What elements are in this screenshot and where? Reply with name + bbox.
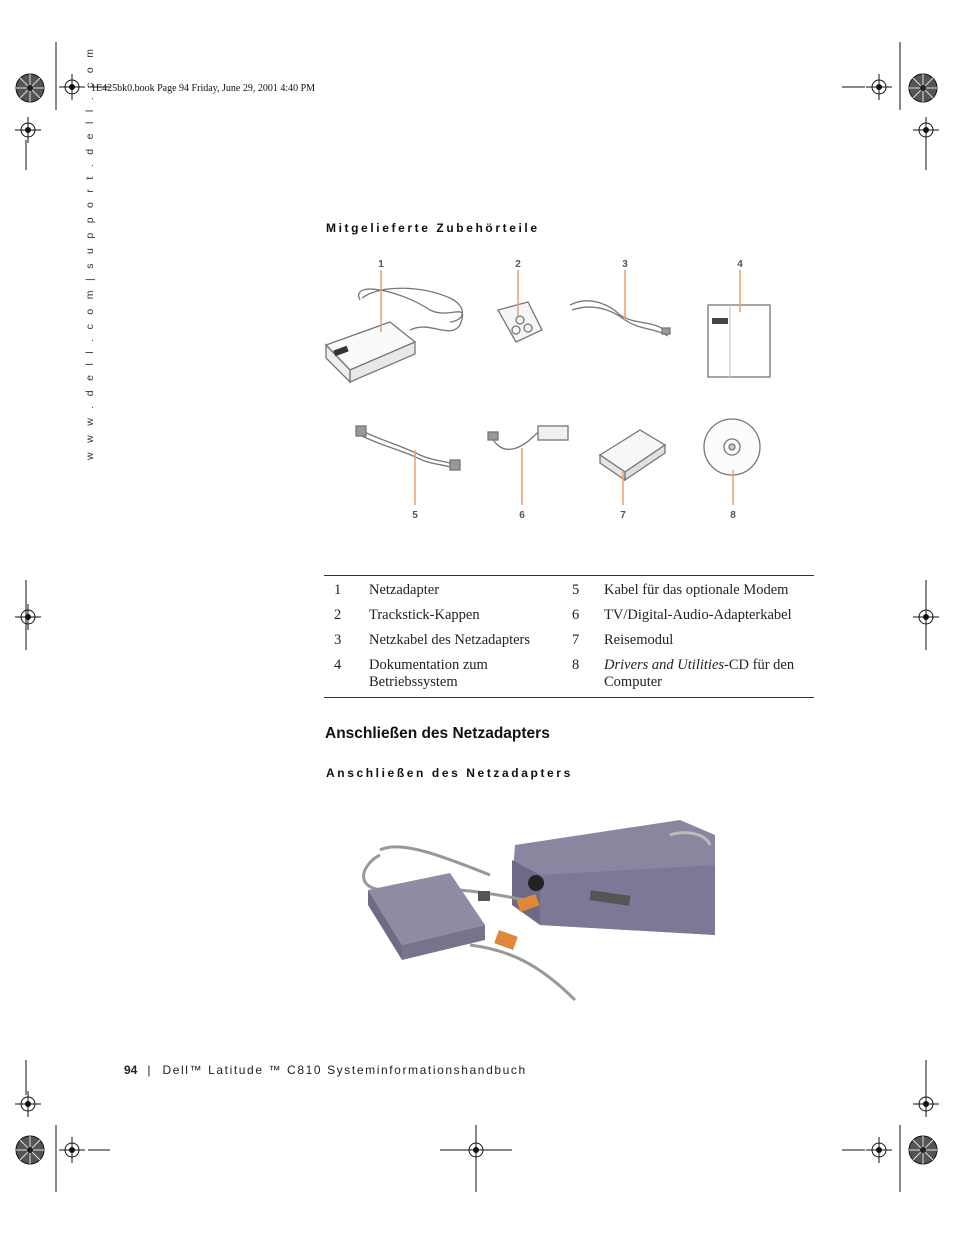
legend-label: Netzkabel des Netzadapters (369, 632, 531, 648)
legend-number: 7 (572, 632, 580, 648)
legend-label: Trackstick-Kappen (369, 607, 480, 623)
legend-label: Reisemodul (604, 632, 674, 648)
legend-number: 4 (334, 657, 342, 673)
page-number: 94 (124, 1063, 138, 1077)
legend-number: 1 (334, 582, 342, 598)
callout-7: 7 (620, 510, 626, 521)
legend-number: 3 (334, 632, 342, 648)
table-row (324, 628, 814, 653)
callout-1: 1 (378, 259, 384, 270)
callout-2: 2 (515, 259, 521, 270)
callout-8: 8 (730, 510, 736, 521)
legend-label: Kabel für das optionale Modem (604, 582, 789, 598)
legend-number: 5 (572, 582, 580, 598)
legend-label: TV/Digital-Audio-Adapterkabel (604, 607, 792, 623)
table-row (324, 603, 814, 628)
legend-label-cd (604, 653, 814, 698)
footer-separator: | (147, 1063, 151, 1077)
callout-5: 5 (412, 510, 418, 521)
legend-number: 2 (334, 607, 342, 623)
page-footer (124, 1063, 527, 1077)
legend-label: Netzadapter (369, 582, 440, 598)
legend-label-italic: Drivers and Utilities (604, 657, 725, 673)
accessories-illustration (320, 250, 800, 530)
legend-label-rest: -CD für den Computer (604, 657, 795, 690)
legend-number: 6 (572, 607, 580, 623)
legend-label: Dokumentation zum Betriebssystem (369, 657, 488, 690)
figure-caption-connect: Anschließen des Netzadapters (326, 766, 573, 780)
sidebar-url-text: w w w . d e l l . c o m | s u p p o r t . d e l l . c o m (84, 45, 96, 460)
callout-legend-table (324, 575, 814, 698)
table-row (324, 576, 814, 604)
adapter-connection-illustration (340, 815, 715, 1005)
legend-number: 8 (572, 657, 580, 673)
callout-6: 6 (519, 510, 525, 521)
section-heading: Anschließen des Netzadapters (325, 725, 550, 742)
callout-3: 3 (622, 259, 628, 270)
footer-title: Dell™ Latitude ™ C810 Systeminformationshandbuch (162, 1063, 527, 1077)
print-slug: 1E425bk0.book Page 94 Friday, June 29, 2001 4:40 PM (91, 83, 316, 94)
figure-caption-accessories: Mitgelieferte Zubehörteile (326, 221, 540, 235)
callout-4: 4 (737, 259, 743, 270)
table-row (324, 653, 814, 698)
